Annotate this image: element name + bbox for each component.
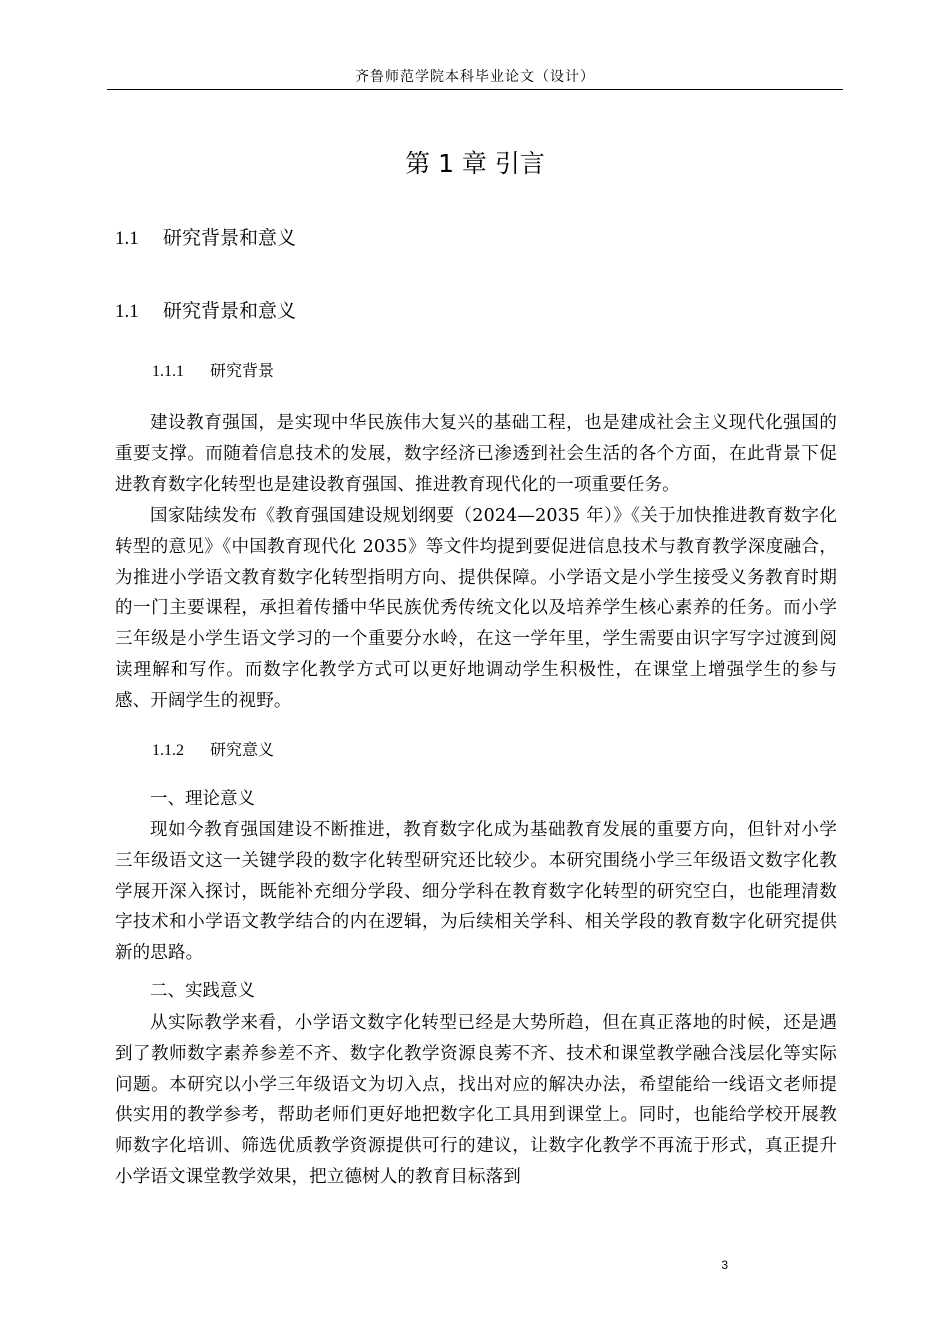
subsection-heading-background — [152, 357, 274, 386]
header-divider — [107, 89, 843, 90]
paragraph-theory: 现如今教育强国建设不断推进，教育数字化成为基础教育发展的重要方向，但针对小学三年级语文这一关键学段的数字化转型研究还比较少。本研究围绕小学三年级语文数字化教学展开深入探讨，既能补充细分学段、细分学科在教育数字化转型的研究空白，也能理清数字技术和小学语文教学结合的内在逻辑，为后续相关学科、相关学段的教育数字化研究提供新的思路。 — [115, 820, 837, 964]
paragraph-background-1: 建设教育强国，是实现中华民族伟大复兴的基础工程，也是建成社会主义现代化强国的重要支撑。而随着信息技术的发展，数字经济已渗透到社会生活的各个方面，在此背景下促进教育数字化转型也是建设教育强国、推进教育现代化的一项重要任务。 — [115, 413, 837, 495]
subsection-number: 1.1.1 — [152, 363, 184, 380]
subsection-number: 1.1.2 — [152, 742, 184, 759]
subsection-title: 研究意义 — [210, 740, 275, 759]
page-number: 3 — [721, 1258, 728, 1272]
section-number: 1.1 — [115, 228, 139, 249]
subhead-practice: 二、实践意义 — [150, 981, 255, 1001]
section-heading-2 — [115, 296, 296, 327]
section-title: 研究背景和意义 — [163, 227, 297, 249]
running-header: 齐鲁师范学院本科毕业论文（设计） — [355, 69, 595, 85]
section-title: 研究背景和意义 — [163, 300, 297, 322]
section-heading-1 — [115, 223, 296, 254]
chapter-title: 第 1 章 引言 — [405, 149, 545, 178]
paragraph-practice: 从实际教学来看，小学语文数字化转型已经是大势所趋，但在真正落地的时候，还是遇到了教师数字素养参差不齐、数字化教学资源良莠不齐、技术和课堂教学融合浅层化等实际问题。本研究以小学三年级语文为切入点，找出对应的解决办法，希望能给一线语文老师提供实用的教学参考，帮助老师们更好地把数字化工具用到课堂上。同时，也能给学校开展教师数字化培训、筛选优质教学资源提供可行的建议，让数字化教学不再流于形式，真正提升小学语文课堂教学效果，把立德树人的教育目标落到 — [115, 1013, 837, 1187]
paragraph-background-2: 国家陆续发布《教育强国建设规划纲要（2024—2035 年）》《关于加快推进教育数字化转型的意见》《中国教育现代化 2035》等文件均提到要促进信息技术与教育教学深度融合，为推进小学语文教育数字化转型指明方向、提供保障。小学语文是小学生接受义务教育时期的一门主要课程，承担着传播中华民族优秀传统文化以及培养学生核心素养的任务。而小学三年级是小学生语文学习的一个重要分水岭，在这一学年里，学生需要由识字写字过渡到阅读理解和写作。而数字化教学方式可以更好地调动学生积极性，在课堂上增强学生的参与感、开阔学生的视野。 — [115, 506, 837, 711]
section-number: 1.1 — [115, 301, 139, 322]
subsection-heading-significance — [152, 736, 274, 765]
subsection-title: 研究背景 — [210, 361, 275, 380]
subhead-theory: 一、理论意义 — [150, 789, 255, 809]
